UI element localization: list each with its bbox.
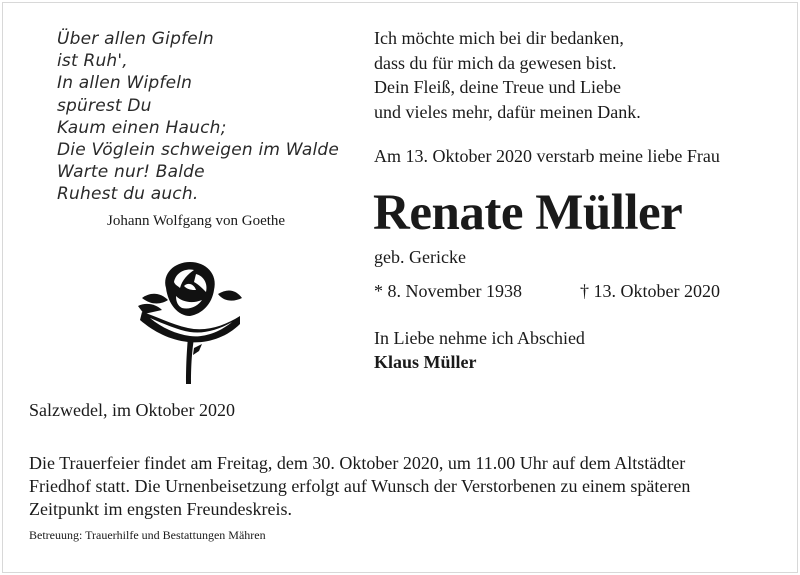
poem-line: In allen Wipfeln [57, 73, 193, 94]
birth-date: * 8. November 1938 [374, 281, 522, 301]
maiden-name: geb. Gericke [374, 247, 466, 267]
poem-author: Johann Wolfgang von Goethe [107, 213, 286, 229]
poem-line: Über allen Gipfeln [57, 29, 214, 49]
poem-line: Kaum einen Hauch; [57, 117, 227, 138]
funeral-home-credit: Betreuung: Trauerhilfe und Bestattungen Mähren [29, 528, 266, 542]
dedication-line: dass du für mich da gewesen bist. [374, 52, 617, 73]
poem-line: Ruhest du auch. [57, 184, 199, 205]
service-line: Zeitpunkt im engsten Freundeskreis. [29, 499, 292, 519]
death-date: † 13. Oktober 2020 [580, 281, 720, 301]
service-line: Friedhof statt. Die Urnenbeisetzung erfolgt auf Wunsch der Verstorbenen zu einem späteren [29, 476, 691, 496]
poem-line: Warte nur! Balde [57, 162, 205, 183]
poem-line: ist Ruh', [57, 51, 128, 72]
farewell-text: In Liebe nehme ich Abschied [374, 328, 585, 348]
dedication-line: Ich möchte mich bei dir bedanken, [374, 28, 624, 48]
mourner-name: Klaus Müller [374, 352, 477, 372]
poem-line: Die Vöglein schweigen im Walde [57, 140, 340, 161]
dedication-line: Dein Fleiß, deine Treue und Liebe [374, 77, 621, 97]
place-date: Salzwedel, im Oktober 2020 [29, 400, 235, 420]
poem [57, 28, 339, 206]
funeral-service-info [29, 452, 789, 521]
dedication-line: und vieles mehr, dafür meinen Dank. [374, 101, 641, 122]
death-announcement: Am 13. Oktober 2020 verstarb meine liebe Frau [374, 146, 720, 166]
rose-icon [136, 258, 244, 386]
poem-line: spürest Du [57, 95, 152, 116]
service-line: Die Trauerfeier findet am Freitag, dem 30. Oktober 2020, um 11.00 Uhr auf dem Altstädter [29, 453, 686, 473]
dedication [374, 26, 641, 124]
deceased-name: Renate Müller [373, 185, 683, 241]
